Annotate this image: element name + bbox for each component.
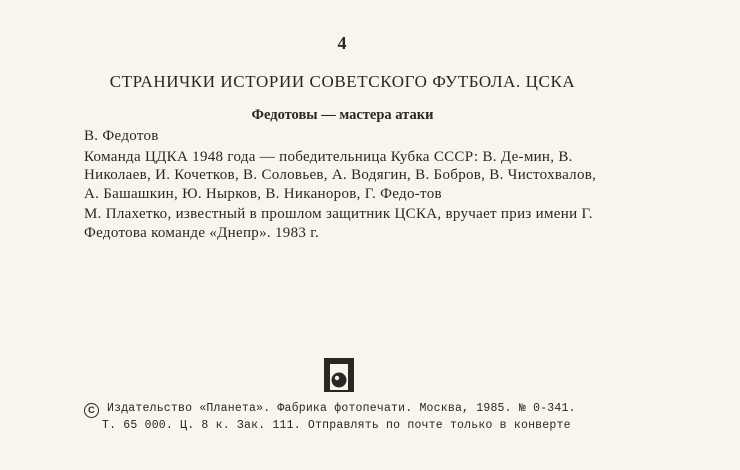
copyright-icon: C [84,403,99,418]
imprint-line-2 [84,418,644,433]
caption-1: В. Федотов [84,128,159,144]
caption-3: М. Плахетко, известный в прошлом защитник ЦСКА, вручает приз имени Г. Федотова команде «Днепр». 1983 г. [84,206,593,241]
page-number: 4 [337,33,348,53]
series-title: СТРАНИЧКИ ИСТОРИИ СОВЕТСКОГО ФУТБОЛА. ЦСКА [109,72,576,91]
imprint [84,401,644,433]
imprint-line-1-text: Издательство «Планета». Фабрика фотопечати. Москва, 1985. № 0-341. [107,402,576,415]
captions [84,127,614,244]
imprint-line-2-text: Т. 65 000. Ц. 8 к. Зак. 111. Отправлять по почте только в конверте [102,419,571,432]
planeta-publisher-logo-icon [322,356,356,394]
card-title: Федотовы — мастера атаки [251,107,434,123]
imprint-line-1 [84,401,644,418]
caption-2: Команда ЦДКА 1948 года — победительница Кубка СССР: В. Де-мин, В. Николаев, И. Кочетков, В. Соловьев, А. Водягин, В. Бобров, В. Чистохвалов, А. Башашкин, Ю. Нырков, В. Никаноров, Г. Федо-тов [84,148,597,202]
